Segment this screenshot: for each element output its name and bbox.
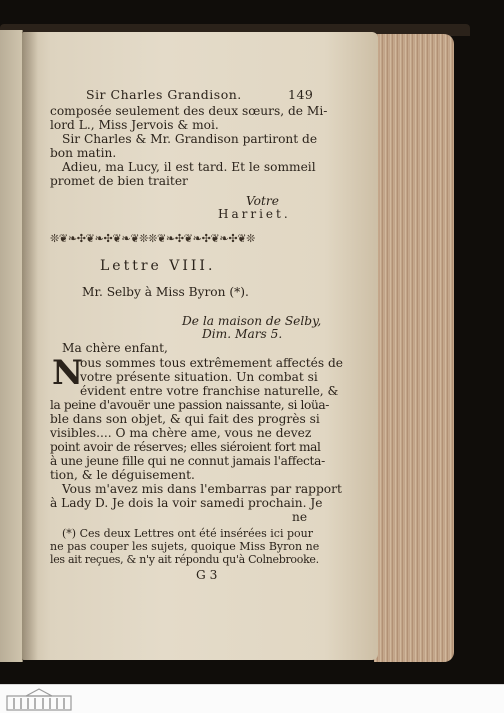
- dateline-place: De la maison de Selby,: [182, 314, 322, 328]
- body-line: point avoir de réserves; elles siéroient fort mal: [50, 440, 321, 454]
- body-line: ous sommes tous extrêmement affectés de: [80, 356, 343, 370]
- letter-subtitle: Mr. Selby à Miss Byron (*).: [82, 285, 249, 299]
- ornament-band: ❊❦❧✣❦❧✣❦❧❦❊❊❦❧✣❦❧✣❦❧✣❦❊: [50, 232, 256, 245]
- body-line: Vous m'avez mis dans l'embarras par rapport: [62, 482, 342, 496]
- text-line: Adieu, ma Lucy, il est tard. Et le sommeil: [62, 160, 316, 174]
- running-head-title: Sir Charles Grandison.: [86, 87, 242, 102]
- body-line: visibles.... O ma chère ame, vous ne devez: [50, 426, 312, 440]
- text-line: bon matin.: [50, 146, 117, 160]
- body-line: à une jeune fille qui ne connut jamais l'affecta-: [50, 454, 325, 468]
- viewer-footer-bar: [0, 684, 504, 713]
- catchword: ne: [292, 510, 308, 524]
- footnote-line: les ait reçues, & n'y ait répondu qu'à Colnebrooke.: [50, 553, 319, 566]
- body-line: à Lady D. Je dois la voir samedi prochain. Je: [50, 496, 323, 510]
- signature-closing: Votre: [246, 194, 279, 208]
- dateline-date: Dim. Mars 5.: [202, 327, 283, 341]
- library-building-icon: [6, 687, 72, 711]
- letter-heading: Lettre VIII.: [100, 258, 216, 274]
- text-line: lord L., Miss Jervois & moi.: [50, 118, 219, 132]
- body-line: tion, & le déguisement.: [50, 468, 195, 482]
- body-line: ble dans son objet, & qui fait des progrès si: [50, 412, 320, 426]
- text-line: promet de bien traiter: [50, 174, 188, 188]
- signature-mark: G 3: [196, 568, 218, 582]
- text-line: composée seulement des deux sœurs, de Mi-: [50, 104, 328, 118]
- drop-cap: N: [52, 353, 84, 393]
- text-line: Sir Charles & Mr. Grandison partiront de: [62, 132, 318, 146]
- salutation: Ma chère enfant,: [62, 341, 168, 355]
- footnote-line: ne pas couper les sujets, quoique Miss Byron ne: [50, 540, 320, 553]
- body-line: évident entre votre franchise naturelle, &: [80, 384, 339, 398]
- signature-name: Harriet.: [218, 207, 291, 221]
- page-number: 149: [288, 87, 314, 102]
- body-line: votre présente situation. Un combat si: [80, 370, 318, 384]
- body-line: la peine d'avouër une passion naissante, si loüa-: [50, 398, 329, 412]
- footnote-line: (*) Ces deux Lettres ont été insérées ici pour: [62, 527, 313, 540]
